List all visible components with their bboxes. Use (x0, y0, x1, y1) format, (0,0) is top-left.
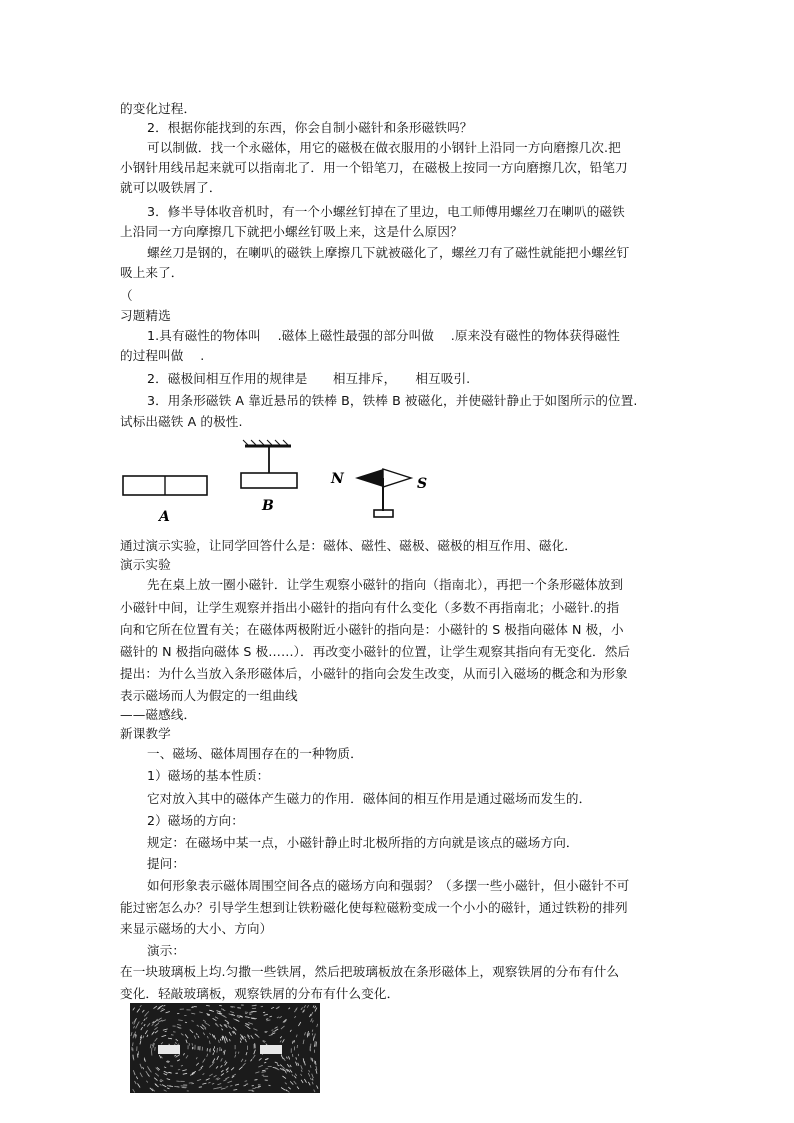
text-line: 2．磁极间相互作用的规律是 相互排斥， 相互吸引. (147, 371, 471, 386)
label-n: N (331, 471, 344, 487)
text-line: 1.具有磁性的物体叫 .磁体上磁性最强的部分叫做 .原来没有磁性的物体获得磁性 (147, 328, 620, 343)
magnet-pole-left (158, 1045, 180, 1054)
iron-filing (261, 1006, 263, 1007)
text-line: 提出：为什么当放入条形磁体后，小磁针的指向会发生改变，从而引入磁场的概念和为形象 (120, 666, 628, 681)
text-line: 提问： (147, 856, 186, 871)
text-line: 先在桌上放一圈小磁针．让学生观察小磁针的指向（指南北），再把一个条形磁体放到 (147, 577, 624, 592)
text-line: 的变化过程． (120, 101, 197, 116)
text-line: 演示： (147, 943, 186, 958)
text-line: 试标出磁铁 A 的极性. (120, 414, 243, 429)
label-a: A (159, 509, 170, 525)
text-line: 3．修半导体收音机时，有一个小螺丝钉掉在了里边，电工师傅用螺丝刀在喇叭的磁铁 (147, 204, 625, 219)
text-line: 小磁针中间，让学生观察并指出小磁针的指向有什么变化（多数不再指南北；小磁针.的指 (120, 600, 620, 615)
text-line: 来显示磁场的大小、方向） (120, 921, 273, 936)
compass-needle-n (355, 469, 383, 487)
compass-base (374, 510, 393, 517)
iron-filing (312, 1033, 313, 1035)
compass-needle-s (383, 469, 411, 487)
iron-filing (315, 1041, 316, 1045)
text-line: 规定：在磁场中某一点，小磁针静止时北极所指的方向就是该点的磁场方向． (147, 835, 579, 850)
iron-filing (210, 1048, 211, 1052)
text-line: 它对放入其中的磁体产生磁力的作用．磁体间的相互作用是通过磁场而发生的． (147, 791, 592, 806)
text-line: 向和它所在位置有关；在磁体两极附近小磁针的指向是：小磁针的 S 极指向磁体 N 极，小 (120, 622, 624, 637)
iron-filing (266, 1019, 268, 1020)
iron-filing (189, 1083, 193, 1084)
text-line: （ (120, 288, 133, 303)
text-line: 磁针的 N 极指向磁体 S 极……）．再改变小磁针的位置，让学生观察其指向有无变化．然后 (120, 644, 631, 659)
iron-filing (133, 1042, 134, 1046)
iron-filing (292, 1054, 293, 1057)
iron-filing (246, 1084, 249, 1085)
text-line: ——磁感线． (120, 707, 197, 722)
text-line: 可以制做．找一个永磁体，用它的磁极在做衣服用的小钢针上沿同一方向磨擦几次.把 (147, 140, 621, 155)
iron-bar-b (241, 473, 297, 488)
text-line: 就可以吸铁屑了． (120, 180, 222, 195)
text-line: 在一块玻璃板上均.匀撒一些铁屑，然后把玻璃板放在条形磁体上，观察铁屑的分布有什么 (120, 964, 620, 979)
section-heading: 习题精选 (120, 308, 171, 323)
text-line: 2．根据你能找到的东西，你会自制小磁针和条形磁铁吗？ (147, 120, 473, 135)
text-line: 如何形象表示磁体周围空间各点的磁场方向和强弱？（多摆一些小磁针，但小磁针不可 (147, 878, 630, 893)
text-line: 上沿同一方向摩擦几下就把小螺丝钉吸上来，这是什么原因？ (120, 224, 463, 239)
text-line: 3．用条形磁铁 A 靠近悬吊的铁棒 B，铁棒 B 被磁化，并使磁针静止于如图所示的位置. (147, 393, 638, 408)
magnet-pole-right (260, 1045, 282, 1054)
label-s: S (417, 476, 428, 492)
text-line: 变化．轻敲玻璃板，观察铁屑的分布有什么变化． (120, 986, 400, 1001)
section-heading: 演示实验 (120, 557, 171, 572)
iron-filing (192, 1043, 193, 1045)
iron-filing (236, 1052, 237, 1054)
text-line: 一、磁场、磁体周围存在的一种物质． (147, 746, 363, 761)
text-line: 小钢针用线吊起来就可以指南北了．用一个铅笔刀，在磁极上按同一方向磨擦几次，铅笔刀 (120, 160, 628, 175)
iron-filing (155, 1047, 156, 1051)
iron-filing (189, 1043, 190, 1046)
text-line: 螺丝刀是钢的，在喇叭的磁铁上摩擦几下就被磁化了，螺丝刀有了磁性就能把小螺丝钉 (147, 245, 630, 260)
iron-filing (199, 1087, 202, 1088)
text-line: 通过演示实验，让同学回答什么是：磁体、磁性、磁极、磁极的相互作用、磁化． (120, 538, 577, 553)
text-line: 能过密怎么办？引导学生想到让铁粉磁化使每粒磁粉变成一个小小的磁针，通过铁粉的排列 (120, 900, 628, 915)
section-heading: 新课教学 (120, 726, 171, 741)
text-line: 2）磁场的方向： (147, 813, 244, 828)
iron-filing (316, 1042, 317, 1047)
magnet-figure (115, 438, 445, 526)
text-line: 的过程叫做 . (120, 348, 205, 363)
iron-filing (213, 1053, 214, 1055)
text-line: 吸上来了． (120, 265, 184, 280)
label-b: B (262, 498, 274, 514)
text-line: 表示磁场而人为假定的一组曲线 (120, 688, 298, 703)
text-line: 1）磁场的基本性质： (147, 768, 270, 783)
iron-filings-photo (128, 1001, 322, 1095)
iron-filing (192, 1083, 195, 1084)
